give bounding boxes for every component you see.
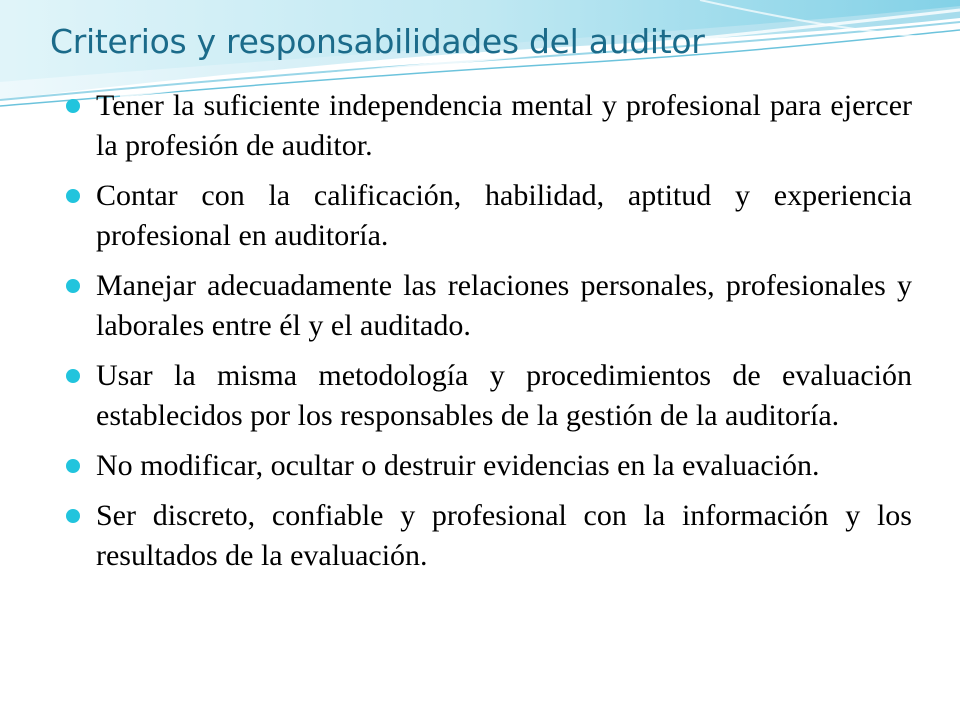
bullet-item [66, 496, 912, 576]
bullet-item [66, 446, 912, 486]
slide-title: Criterios y responsabilidades del auditor [50, 22, 705, 61]
bullet-item [66, 356, 912, 436]
bullet-text: Manejar adecuadamente las relaciones personales, profesionales y laborales entre él y el auditado. [96, 269, 912, 342]
bullet-text: Usar la misma metodología y procedimientos de evaluación establecidos por los responsables de la gestión de la auditoría. [96, 359, 912, 432]
bullet-text: Contar con la calificación, habilidad, aptitud y experiencia profesional en auditoría. [96, 179, 912, 252]
bullet-text: Tener la suficiente independencia mental y profesional para ejercer la profesión de auditor. [96, 89, 912, 162]
bullet-dot-icon [66, 279, 80, 293]
bullet-dot-icon [66, 459, 80, 473]
bullet-text: Ser discreto, confiable y profesional con la información y los resultados de la evaluación. [96, 499, 912, 572]
bullet-dot-icon [66, 189, 80, 203]
bullet-item [66, 176, 912, 256]
bullet-item [66, 266, 912, 346]
bullet-list [66, 86, 912, 576]
bullet-dot-icon [66, 99, 80, 113]
bullet-text: No modificar, ocultar o destruir evidencias en la evaluación. [96, 449, 820, 482]
bullet-dot-icon [66, 369, 80, 383]
bullet-item [66, 86, 912, 166]
bullet-dot-icon [66, 509, 80, 523]
